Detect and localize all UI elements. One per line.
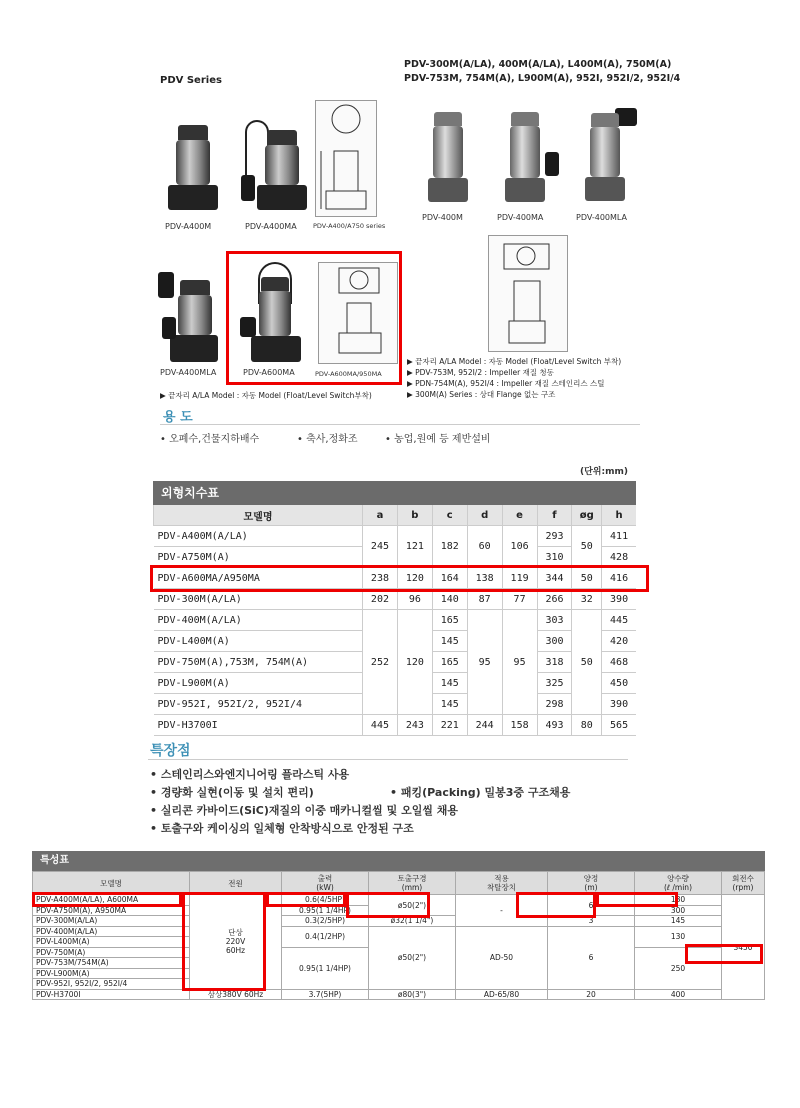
table-row: PDV-400M(A/LA) 0.4(1/2HP) ø50(2") AD-50 6 130 bbox=[33, 926, 765, 937]
table-row: PDV-L900M(A) bbox=[33, 968, 765, 979]
dim-header-c: c bbox=[432, 505, 467, 526]
dimensions-table bbox=[153, 505, 636, 736]
caption-400mla: PDV-400MLA bbox=[576, 213, 628, 222]
spec-detach-ad50: AD-50 bbox=[456, 926, 548, 989]
table-row: PDV-750M(A) 0.95(1 1/4HP) 250 bbox=[33, 947, 765, 958]
spec-header-rpm: 회전수 (rpm) bbox=[722, 872, 765, 895]
pump-image-400ma bbox=[505, 112, 560, 202]
models-line-1: PDV-300M(A/LA), 400M(A/LA), L400M(A), 750M(A) bbox=[404, 59, 672, 70]
note-left: ▶ 끝자리 A/LA Model : 자동 Model (Float/Level Switch부착) bbox=[160, 391, 372, 400]
table-row: PDV-952I, 952I/2, 952I/4 bbox=[33, 979, 765, 990]
table-row: PDV-952I, 952I/2, 952I/4 145 298 390 bbox=[154, 694, 637, 715]
pump-image-400mla bbox=[585, 108, 640, 203]
dim-header-g: øg bbox=[572, 505, 602, 526]
spec-header-power: 전원 bbox=[190, 872, 282, 895]
caption-a400ma: PDV-A400MA bbox=[245, 222, 297, 231]
table-row: PDV-300M(A/LA) 0.3(2/5HP) ø32(1 1/4") 3 145 bbox=[33, 916, 765, 927]
specs-title: 특성표 bbox=[32, 851, 765, 871]
usage-title: 용 도 bbox=[163, 410, 193, 425]
usage-item-2: • 축사,정화조 bbox=[297, 434, 358, 445]
caption-a600ma: PDV-A600MA bbox=[243, 368, 295, 377]
caption-a400-drawing: PDV-A400/A750 series bbox=[313, 222, 386, 230]
usage-item-3: • 농업,원예 등 제반설비 bbox=[385, 434, 491, 445]
drawing-a400-a750 bbox=[315, 100, 377, 217]
dimensions-title: 외형치수표 bbox=[153, 481, 636, 505]
pump-image-a400mla bbox=[158, 272, 218, 362]
pump-image-a400m bbox=[168, 125, 218, 210]
highlight-spec-power bbox=[182, 892, 266, 991]
models-header bbox=[404, 58, 680, 86]
usage-item-1: • 오폐수,건물지하배수 bbox=[160, 434, 260, 445]
spec-header-outlet: 토출구경 (mm) bbox=[369, 872, 456, 895]
caption-a600-drawing: PDV-A600MA/950MA bbox=[315, 370, 382, 378]
dim-header-b: b bbox=[397, 505, 432, 526]
highlight-spec-model bbox=[32, 892, 182, 907]
spec-header-head: 양정 (m) bbox=[548, 872, 635, 895]
table-row: PDV-A750M(A), A950MA 0.95(1 1/4HP) 300 bbox=[33, 905, 765, 916]
feature-1: • 스테인리스와엔지니어링 플라스틱 사용 bbox=[150, 768, 350, 781]
caption-a400mla: PDV-A400MLA bbox=[160, 368, 217, 377]
spec-detach-none: - bbox=[456, 895, 548, 927]
caption-400ma: PDV-400MA bbox=[497, 213, 544, 222]
highlight-spec-head bbox=[516, 892, 596, 918]
table-row: PDV-753M/754M(A) bbox=[33, 958, 765, 969]
series-title: PDV Series bbox=[160, 75, 222, 86]
spec-power-three: 삼상380V 60Hz bbox=[190, 989, 282, 1000]
spec-rpm: 3450 bbox=[722, 895, 765, 1000]
table-row: PDV-A400M(A/LA) 245 121 182 60 106 293 50 411 bbox=[154, 526, 637, 547]
spec-header-model: 모델명 bbox=[33, 872, 190, 895]
note-4: ▶ 300M(A) Series : 상대 Flange 없는 구조 bbox=[407, 390, 556, 399]
spec-detach-ad65: AD-65/80 bbox=[456, 989, 548, 1000]
note-1: ▶ 끝자리 A/LA Model : 자동 Model (Float/Level Switch 부착) bbox=[407, 357, 622, 366]
table-row: PDV-A750M(A) 310 428 bbox=[154, 547, 637, 568]
models-line-2: PDV-753M, 754M(A), L900M(A), 952I, 952I/2, 952I/4 bbox=[404, 73, 681, 84]
feature-5: • 토출구와 케이싱의 일체형 안착방식으로 안정된 구조 bbox=[150, 822, 414, 835]
dim-header-f: f bbox=[537, 505, 572, 526]
highlight-spec-outlet bbox=[346, 892, 430, 918]
unit-label: (단위:mm) bbox=[580, 467, 628, 477]
feature-2: • 경량화 실현(이동 및 설치 편리) bbox=[150, 786, 314, 799]
highlight-spec-rpm bbox=[685, 944, 763, 964]
highlight-spec-flow bbox=[596, 892, 678, 907]
features-title: 특장점 bbox=[150, 743, 191, 759]
dim-header-d: d bbox=[467, 505, 502, 526]
pump-image-400m bbox=[428, 112, 468, 202]
table-row: PDV-H3700I 삼상380V 60Hz 3.7(5HP) ø80(3") AD-65/80 20 400 bbox=[33, 989, 765, 1000]
spec-header-detach: 적용 착탈장치 bbox=[456, 872, 548, 895]
spec-header-flow: 양수량 (ℓ /min) bbox=[635, 872, 722, 895]
spec-header-output: 출력 (kW) bbox=[282, 872, 369, 895]
feature-3: • 패킹(Packing) 밀봉3중 구조채용 bbox=[390, 786, 571, 799]
highlight-a600ma-box bbox=[226, 251, 402, 385]
table-row: PDV-300M(A/LA) 202 96 140 87 77 266 32 390 bbox=[154, 589, 637, 610]
dim-header-e: e bbox=[502, 505, 537, 526]
dim-header-model: 모델명 bbox=[154, 505, 363, 526]
table-row: PDV-400M(A/LA) 252 120 165 95 95 303 50 445 bbox=[154, 610, 637, 631]
spec-power-single: 단상 220V 60Hz bbox=[190, 895, 282, 990]
note-3: ▶ PDN-754M(A), 952I/4 : Impeller 재질 스테인리스 스틸 bbox=[407, 379, 605, 388]
table-row: PDV-L400M(A) bbox=[33, 937, 765, 948]
caption-a400m: PDV-A400M bbox=[165, 222, 212, 231]
dim-header-a: a bbox=[363, 505, 398, 526]
highlight-spec-output bbox=[266, 892, 346, 907]
specs-table bbox=[32, 871, 765, 1000]
dimensions-header-row bbox=[154, 505, 637, 526]
table-row: PDV-A600MA/A950MA 238 120 164 138 119 344 50 416 bbox=[154, 568, 637, 589]
table-row: PDV-L400M(A) 145 300 420 bbox=[154, 631, 637, 652]
notes-right bbox=[407, 356, 621, 400]
note-2: ▶ PDV-753M, 952I/2 : Impeller 재질 청동 bbox=[407, 368, 554, 377]
table-row: PDV-L900M(A) 145 325 450 bbox=[154, 673, 637, 694]
pump-image-a400ma bbox=[245, 120, 310, 210]
dim-header-h: h bbox=[602, 505, 636, 526]
feature-4: • 실리콘 카바이드(SiC)재질의 이중 매카니컬씰 및 오일씰 채용 bbox=[150, 804, 459, 817]
table-row: PDV-750M(A),753M, 754M(A) 165 318 468 bbox=[154, 652, 637, 673]
highlight-a600ma-row bbox=[150, 565, 649, 592]
caption-400m: PDV-400M bbox=[422, 213, 463, 222]
table-row: PDV-H3700I 445 243 221 244 158 493 80 565 bbox=[154, 715, 637, 736]
drawing-400-series bbox=[488, 235, 568, 352]
table-row: PDV-A400M(A/LA), A600MA 단상 220V 60Hz 0.6(4/5HP) ø50(2") - 6 180 3450 bbox=[33, 895, 765, 906]
